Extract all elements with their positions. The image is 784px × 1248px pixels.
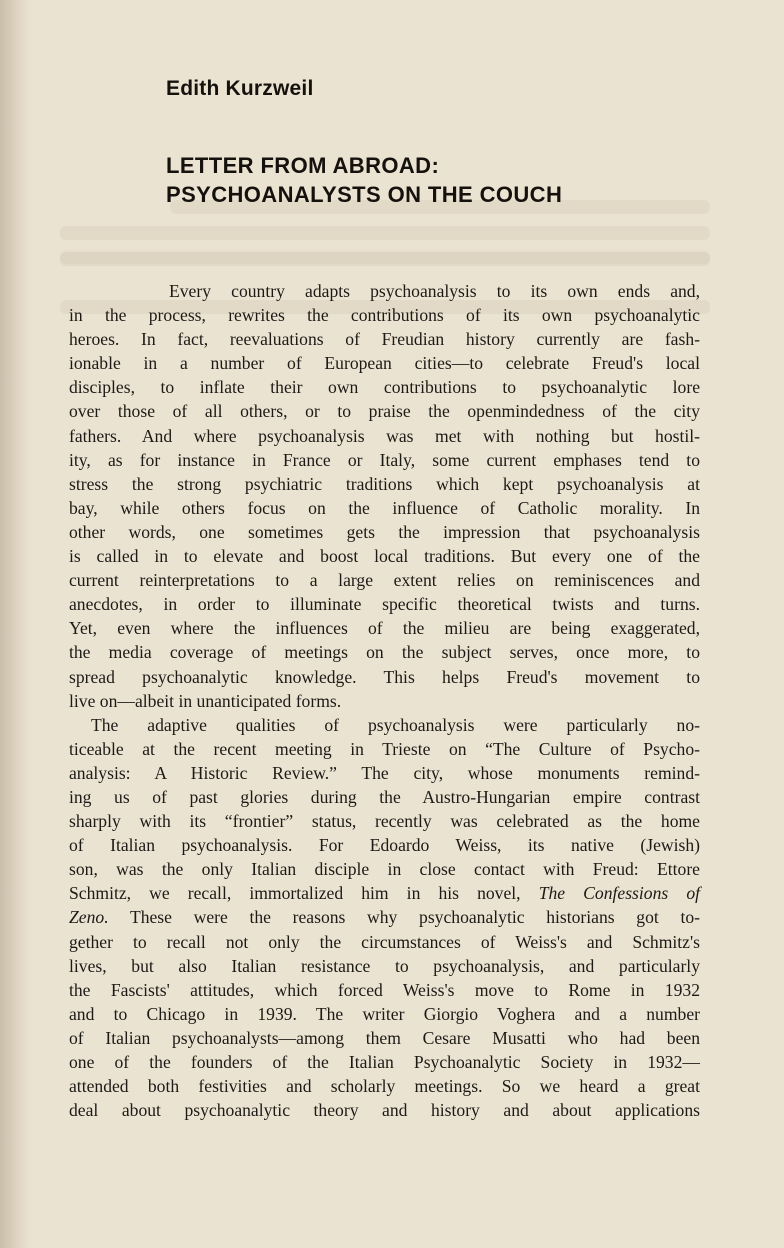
text-line: one of the founders of the Italian Psychoanalytic Society in 1932— (69, 1052, 700, 1072)
text-line: Every country adapts psychoanalysis to its own ends and, (169, 281, 700, 301)
text-line: ing us of past glories during the Austro-Hungarian empire contrast (69, 786, 700, 807)
text-line: ticeable at the recent meeting in Trieste on “The Culture of Psycho- (69, 738, 700, 759)
text-line: the media coverage of meetings on the subject serves, once more, to (69, 642, 700, 663)
author-name: Edith Kurzweil (166, 77, 314, 100)
text-line: and to Chicago in 1939. The writer Giorgio Voghera and a number (69, 1003, 700, 1024)
text-line: attended both festivities and scholarly meetings. So we heard a great (69, 1076, 700, 1097)
text-line: fathers. And where psychoanalysis was met with nothing but hostil- (69, 425, 700, 446)
text-line: bay, while others focus on the influence of Catholic morality. In (69, 497, 700, 518)
text-line: anecdotes, in order to illuminate specific theoretical twists and turns. (69, 594, 700, 615)
text-line: live on—albeit in unanticipated forms. (69, 690, 342, 711)
paragraph-2 (69, 713, 700, 1123)
text-line: ionable in a number of European cities—to celebrate Freud's local (69, 353, 700, 374)
title-line: PSYCHOANALYSTS ON THE COUCH (166, 182, 563, 207)
text-line: other words, one sometimes gets the impression that psychoanalysis (69, 521, 700, 542)
article-body (69, 279, 700, 1122)
title-line: LETTER FROM ABROAD: (166, 153, 440, 178)
text-line: analysis: A Historic Review.” The city, whose monuments remind- (69, 762, 700, 783)
text-line: the Fascists' attitudes, which forced Weiss's move to Rome in 1932 (69, 979, 700, 1000)
article-title (166, 151, 562, 209)
text-line-with-book-title (69, 905, 700, 929)
book-title: Zeno. (69, 907, 109, 928)
paragraph-1 (69, 279, 700, 713)
text-line: over those of all others, or to praise the openmindedness of the city (69, 401, 700, 422)
text-line: current reinterpretations to a large extent relies on reminiscences and (69, 570, 700, 591)
text-line: is called in to elevate and boost local traditions. But every one of the (69, 546, 700, 567)
text-segment: These were the reasons why psychoanalytic historians got to- (108, 907, 700, 928)
page-binding-shadow (0, 0, 30, 1248)
text-line: deal about psychoanalytic theory and history and about applications (69, 1100, 700, 1121)
text-line: sharply with its “frontier” status, recently was celebrated as the home (69, 811, 700, 832)
text-line: stress the strong psychiatric traditions which kept psychoanalysis at (69, 473, 700, 494)
text-line-with-book-title (69, 881, 700, 905)
text-line: heroes. In fact, reevaluations of Freudian history currently are fash- (69, 329, 700, 350)
text-line: ity, as for instance in France or Italy, some current emphases tend to (69, 449, 700, 470)
text-line: lives, but also Italian resistance to psychoanalysis, and particularly (69, 955, 700, 976)
text-line: disciples, to inflate their own contributions to psychoanalytic lore (69, 377, 700, 398)
book-title: The Confessions of (538, 883, 701, 904)
text-line: spread psychoanalytic knowledge. This helps Freud's movement to (69, 666, 700, 687)
text-line: gether to recall not only the circumstances of Weiss's and Schmitz's (69, 931, 700, 952)
text-line: of Italian psychoanalysts—among them Cesare Musatti who had been (69, 1027, 700, 1048)
text-line: of Italian psychoanalysis. For Edoardo Weiss, its native (Jewish) (69, 835, 700, 856)
text-line: Yet, even where the influences of the milieu are being exaggerated, (69, 618, 700, 639)
text-segment: Schmitz, we recall, immortalized him in his novel, (69, 883, 521, 904)
text-line: in the process, rewrites the contributions of its own psychoanalytic (69, 305, 700, 326)
text-line: The adaptive qualities of psychoanalysis were particularly no- (91, 714, 700, 735)
text-line: son, was the only Italian disciple in close contact with Freud: Ettore (69, 859, 700, 880)
